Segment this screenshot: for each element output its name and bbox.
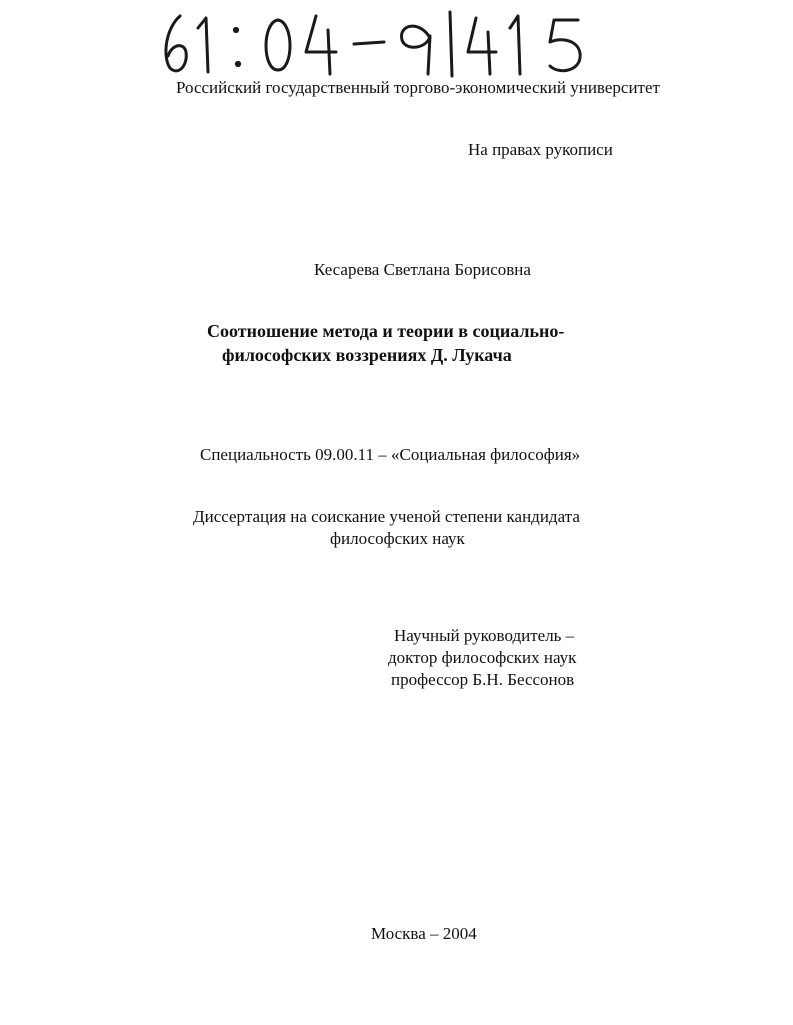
specialty: Специальность 09.00.11 – «Социальная философия»	[200, 445, 581, 464]
city-year: Москва – 2004	[371, 924, 477, 943]
degree-statement-line-2: философских наук	[330, 529, 465, 548]
author-name: Кесарева Светлана Борисовна	[314, 260, 531, 279]
rights-note: На правах рукописи	[468, 140, 613, 159]
university-name: Российский государственный торгово-экономический университет	[176, 78, 660, 97]
dissertation-title-line-2: философских воззрениях Д. Лукача	[222, 345, 512, 365]
supervisor-degree: доктор философских наук	[388, 648, 577, 667]
degree-statement-line-1: Диссертация на соискание ученой степени кандидата	[193, 507, 580, 526]
handwritten-registry-number	[158, 8, 608, 80]
handwritten-registry-number-drawing	[158, 8, 608, 80]
dissertation-title-line-1: Соотношение метода и теории в социально-	[207, 321, 565, 341]
supervisor-label: Научный руководитель –	[394, 626, 575, 645]
supervisor-name: профессор Б.Н. Бессонов	[391, 670, 575, 689]
